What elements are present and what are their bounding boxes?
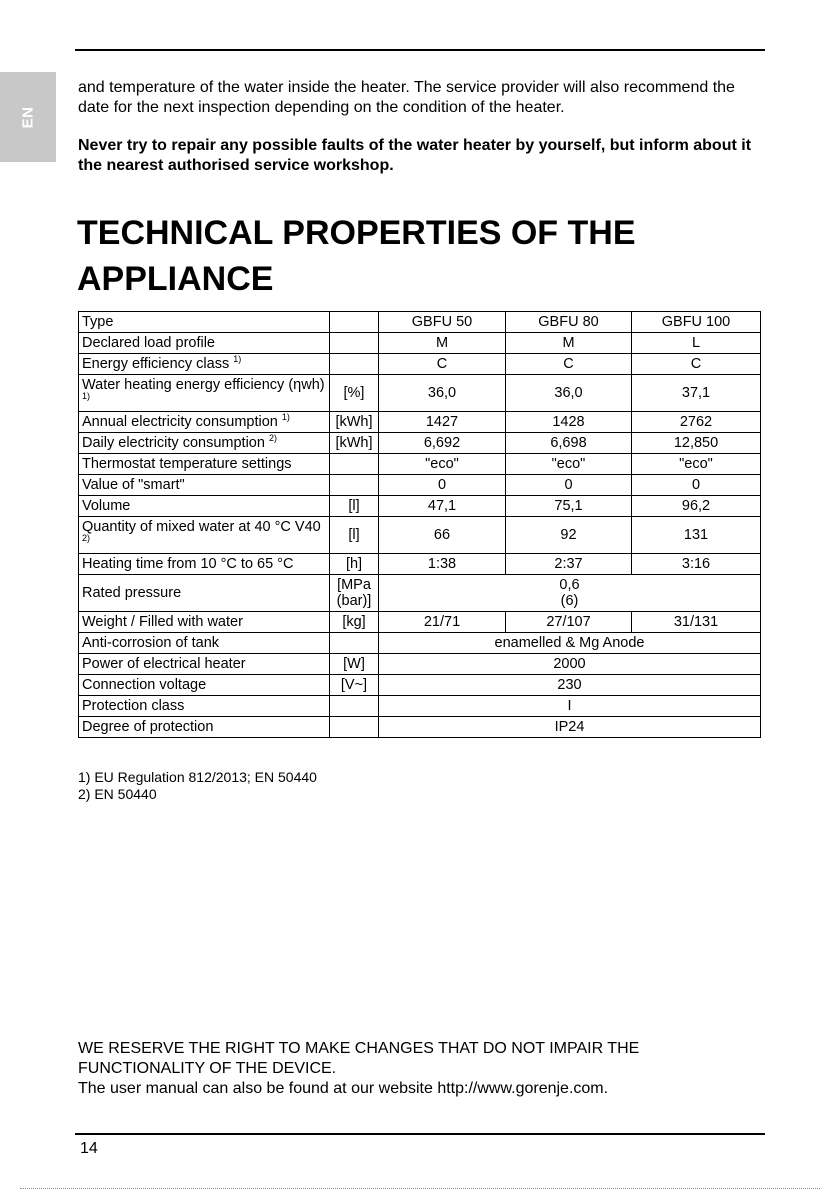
row-label: Connection voltage — [79, 675, 330, 696]
intro-section — [78, 78, 768, 176]
row-label: Weight / Filled with water — [79, 612, 330, 633]
row-label-cell — [79, 412, 330, 433]
header-rule — [75, 49, 765, 51]
table-row-mixed-water — [79, 517, 761, 554]
model-gbfu50: GBFU 50 — [379, 312, 506, 333]
row-label: Declared load profile — [79, 333, 330, 354]
cell-all-models — [379, 575, 761, 612]
cell-all-models: I — [379, 696, 761, 717]
row-unit: [kWh] — [330, 412, 379, 433]
cell-gbfu50: M — [379, 333, 506, 354]
row-unit — [330, 312, 379, 333]
cell-gbfu80: M — [506, 333, 632, 354]
notice-line-3: The user manual can also be found at our website http://www.gorenje.com. — [78, 1080, 609, 1097]
cell-gbfu80: 6,698 — [506, 433, 632, 454]
row-unit: [l] — [330, 496, 379, 517]
row-label-cell — [79, 517, 330, 554]
table-row-load-profile — [79, 333, 761, 354]
cell-gbfu100: "eco" — [632, 454, 761, 475]
table-row-energy-class — [79, 354, 761, 375]
cell-gbfu80: 36,0 — [506, 375, 632, 412]
cell-gbfu100: 37,1 — [632, 375, 761, 412]
row-unit: [kg] — [330, 612, 379, 633]
row-unit: [%] — [330, 375, 379, 412]
cell-all-models: 2000 — [379, 654, 761, 675]
row-label: Heating time from 10 °C to 65 °C — [79, 554, 330, 575]
footnote-ref: 1) — [281, 412, 290, 423]
row-unit: [kWh] — [330, 433, 379, 454]
language-tab-label: EN — [19, 106, 37, 128]
intro-paragraph: and temperature of the water inside the heater. The service provider will also recommend the date for the next inspection depending on the condition of the heater. — [78, 79, 735, 116]
row-label-cell — [79, 354, 330, 375]
table-row-anticorrosion — [79, 633, 761, 654]
cell-gbfu80: 92 — [506, 517, 632, 554]
pressure-value: 0,6 — [559, 577, 580, 593]
table-row-annual-consumption — [79, 412, 761, 433]
row-unit — [330, 333, 379, 354]
row-unit — [330, 354, 379, 375]
footer-rule — [75, 1133, 765, 1135]
row-unit-cell — [330, 575, 379, 612]
row-label: Annual electricity consumption — [82, 414, 278, 430]
cell-gbfu100: 131 — [632, 517, 761, 554]
cell-gbfu100: 3:16 — [632, 554, 761, 575]
row-label: Volume — [79, 496, 330, 517]
row-label: Type — [79, 312, 330, 333]
cell-all-models: enamelled & Mg Anode — [379, 633, 761, 654]
table-row-daily-consumption — [79, 433, 761, 454]
section-heading: TECHNICAL PROPERTIES OF THE APPLIANCE — [77, 214, 636, 298]
disclaimer-notice — [78, 1039, 768, 1099]
table-row-rated-pressure — [79, 575, 761, 612]
notice-line-2: FUNCTIONALITY OF THE DEVICE. — [78, 1060, 337, 1077]
table-row-voltage — [79, 675, 761, 696]
spec-table — [78, 311, 761, 738]
row-label-cell — [79, 433, 330, 454]
cell-gbfu100: 0 — [632, 475, 761, 496]
row-label: Energy efficiency class — [82, 356, 230, 372]
language-tab — [0, 72, 56, 162]
cell-all-models: 230 — [379, 675, 761, 696]
row-label: Degree of protection — [79, 717, 330, 738]
row-unit: [V~] — [330, 675, 379, 696]
cell-gbfu50: 6,692 — [379, 433, 506, 454]
row-label: Power of electrical heater — [79, 654, 330, 675]
table-row-type — [79, 312, 761, 333]
row-unit: [MPa — [337, 577, 371, 593]
row-label: Anti-corrosion of tank — [79, 633, 330, 654]
cell-gbfu100: 12,850 — [632, 433, 761, 454]
table-row-smart — [79, 475, 761, 496]
cell-gbfu80: C — [506, 354, 632, 375]
cell-gbfu50: C — [379, 354, 506, 375]
cell-gbfu100: 96,2 — [632, 496, 761, 517]
footnote-ref: 1) — [82, 391, 91, 402]
footnote-ref: 2) — [268, 433, 277, 444]
table-row-power — [79, 654, 761, 675]
cell-all-models: IP24 — [379, 717, 761, 738]
row-label: Thermostat temperature settings — [79, 454, 330, 475]
row-label: Protection class — [79, 696, 330, 717]
cell-gbfu80: 2:37 — [506, 554, 632, 575]
cell-gbfu50: 0 — [379, 475, 506, 496]
row-label: Daily electricity consumption — [82, 435, 265, 451]
row-label-cell — [79, 375, 330, 412]
table-row-thermostat — [79, 454, 761, 475]
row-label: Quantity of mixed water at 40 °C V40 — [82, 519, 321, 535]
page-edge-divider — [20, 1188, 820, 1189]
cell-gbfu50: 36,0 — [379, 375, 506, 412]
footnote-2: 2) EN 50440 — [78, 786, 157, 802]
row-label: Water heating energy efficiency (ηwh) — [82, 377, 325, 393]
footnotes — [78, 769, 317, 803]
cell-gbfu100: 2762 — [632, 412, 761, 433]
table-row-protection-class — [79, 696, 761, 717]
table-row-heating-time — [79, 554, 761, 575]
cell-gbfu100: C — [632, 354, 761, 375]
cell-gbfu50: 47,1 — [379, 496, 506, 517]
row-label: Value of "smart" — [79, 475, 330, 496]
cell-gbfu80: 1428 — [506, 412, 632, 433]
cell-gbfu80: "eco" — [506, 454, 632, 475]
table-row-weight — [79, 612, 761, 633]
cell-gbfu50: 1:38 — [379, 554, 506, 575]
row-unit — [330, 475, 379, 496]
warning-paragraph: Never try to repair any possible faults of the water heater by yourself, but inform about it the nearest authorised service workshop. — [78, 137, 752, 174]
footnote-ref: 1) — [233, 354, 242, 365]
cell-gbfu100: 31/131 — [632, 612, 761, 633]
model-gbfu80: GBFU 80 — [506, 312, 632, 333]
cell-gbfu50: 21/71 — [379, 612, 506, 633]
row-unit — [330, 633, 379, 654]
row-unit — [330, 454, 379, 475]
row-unit: (bar)] — [336, 593, 372, 609]
row-label: Rated pressure — [79, 575, 330, 612]
cell-gbfu80: 0 — [506, 475, 632, 496]
table-row-heating-efficiency — [79, 375, 761, 412]
cell-gbfu80: 75,1 — [506, 496, 632, 517]
row-unit — [330, 717, 379, 738]
cell-gbfu50: "eco" — [379, 454, 506, 475]
cell-gbfu100: L — [632, 333, 761, 354]
notice-line-1: WE RESERVE THE RIGHT TO MAKE CHANGES THAT DO NOT IMPAIR THE — [78, 1040, 640, 1057]
table-row-volume — [79, 496, 761, 517]
cell-gbfu50: 66 — [379, 517, 506, 554]
cell-gbfu80: 27/107 — [506, 612, 632, 633]
page-number: 14 — [80, 1140, 98, 1157]
model-gbfu100: GBFU 100 — [632, 312, 761, 333]
row-unit: [h] — [330, 554, 379, 575]
cell-gbfu50: 1427 — [379, 412, 506, 433]
row-unit — [330, 696, 379, 717]
row-unit: [W] — [330, 654, 379, 675]
footnote-ref: 2) — [82, 533, 91, 544]
footnote-1: 1) EU Regulation 812/2013; EN 50440 — [78, 769, 317, 785]
table-row-degree-protection — [79, 717, 761, 738]
row-unit: [l] — [330, 517, 379, 554]
pressure-value: (6) — [560, 593, 579, 609]
